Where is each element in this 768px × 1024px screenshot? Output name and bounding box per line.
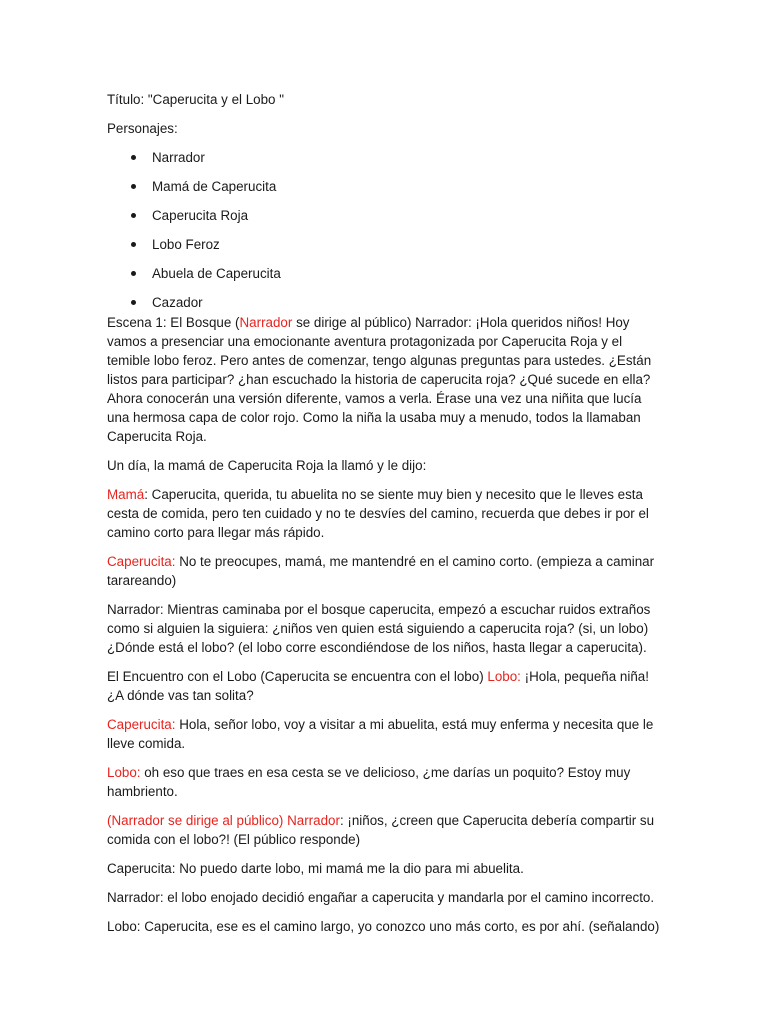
character-item: Mamá de Caperucita bbox=[107, 177, 667, 206]
speaker-label: Caperucita: bbox=[107, 554, 176, 569]
dialogue-lobo bbox=[107, 763, 667, 801]
paragraph: Caperucita: No puedo darte lobo, mi mamá me la dio para mi abuelita. bbox=[107, 861, 524, 876]
character-item: Caperucita Roja bbox=[107, 206, 667, 235]
dialogue-text: Hola, señor lobo, voy a visitar a mi abuelita, está muy enferma y necesita que le lleve comida. bbox=[107, 717, 654, 751]
dialogue-text: : Caperucita, querida, tu abuelita no se siente muy bien y necesito que le lleves esta cesta de comida, pero ten cuidado y no te desvíes del camino, recuerda que debes ir por el camino corto para llegar más rápido. bbox=[107, 487, 649, 540]
scene-1-paragraph bbox=[107, 313, 667, 446]
character-item: Cazador bbox=[107, 293, 667, 322]
speaker-label: (Narrador se dirige al público) Narrador bbox=[107, 813, 340, 828]
speaker-label: Mamá bbox=[107, 487, 145, 502]
speaker-label: Lobo: bbox=[107, 765, 141, 780]
characters-list bbox=[107, 148, 667, 322]
character-item: Narrador bbox=[107, 148, 667, 177]
speaker-label: Caperucita: bbox=[107, 717, 176, 732]
character-item: Lobo Feroz bbox=[107, 235, 667, 264]
speaker-label: Lobo: bbox=[487, 669, 521, 684]
document-body bbox=[107, 90, 667, 936]
paragraph: Lobo: Caperucita, ese es el camino largo, yo conozco uno más corto, es por ahí. (señalando) bbox=[107, 919, 660, 934]
encounter-paragraph bbox=[107, 667, 667, 705]
paragraph: Narrador: Mientras caminaba por el bosque caperucita, empezó a escuchar ruidos extraños como si alguien la siguiera: ¿niños ven quien está siguiendo a caperucita roja? (si, un lobo) ¿Dónde está el lobo? (el lobo corre escondiéndose de los niños, hasta llegar a caperucita). bbox=[107, 602, 651, 655]
narrador-highlight: Narrador bbox=[239, 315, 293, 330]
dialogue-caperucita bbox=[107, 552, 667, 590]
scene-1-intro: Escena 1: El Bosque ( bbox=[107, 315, 240, 330]
dialogue-text: No te preocupes, mamá, me mantendré en el camino corto. (empieza a caminar tarareando) bbox=[107, 554, 655, 588]
character-item: Abuela de Caperucita bbox=[107, 264, 667, 293]
dialogue-caperucita bbox=[107, 715, 667, 753]
dialogue-text: : ¡niños, ¿creen que Caperucita debería compartir su comida con el lobo?! (El público responde) bbox=[107, 813, 655, 847]
encounter-intro: El Encuentro con el Lobo (Caperucita se encuentra con el lobo) bbox=[107, 669, 488, 684]
scene-1-text: se dirige al público) Narrador: ¡Hola queridos niños! Hoy vamos a presenciar una emocionante aventura protagonizada por Caperucita Roja y el temible lobo feroz. Pero antes de comenzar, tengo algunas preguntas para ustedes. ¿Están listos para participar? ¿han escuchado la historia de caperucita roja? ¿Qué sucede en ella? Ahora conocerán una versión diferente, vamos a verla. Érase una vez una niñita que lucía una hermosa capa de color rojo. Como la niña la usaba muy a menudo, todos la llamaban Caperucita Roja. bbox=[107, 315, 652, 444]
paragraph: Un día, la mamá de Caperucita Roja la llamó y le dijo: bbox=[107, 458, 427, 473]
characters-heading: Personajes: bbox=[107, 121, 178, 136]
dialogue-narrador bbox=[107, 811, 667, 849]
dialogue-mama bbox=[107, 485, 667, 542]
dialogue-text: oh eso que traes en esa cesta se ve delicioso, ¿me darías un poquito? Estoy muy hambriento. bbox=[107, 765, 631, 799]
document-title: Título: "Caperucita y el Lobo " bbox=[107, 92, 284, 107]
dialogue-text: ¡Hola, pequeña niña! ¿A dónde vas tan solita? bbox=[107, 669, 649, 703]
paragraph: Narrador: el lobo enojado decidió engañar a caperucita y mandarla por el camino incorrecto. bbox=[107, 890, 655, 905]
